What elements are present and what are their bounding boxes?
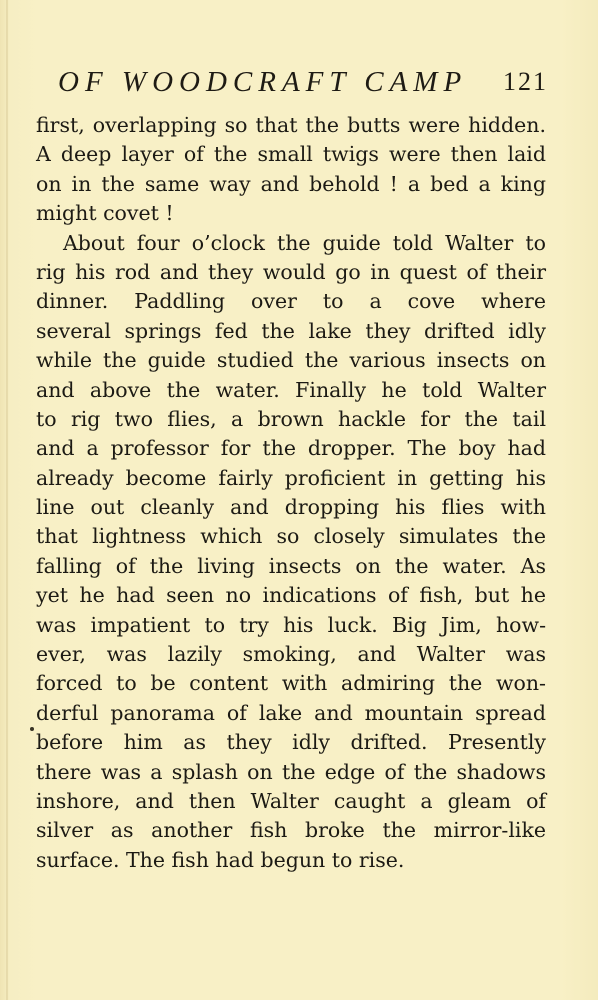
text-line: first, overlapping so that the butts were hidden. bbox=[36, 113, 546, 137]
text-line: was impatient to try his luck. Big Jim, how- bbox=[36, 612, 546, 637]
page-number: 121 bbox=[503, 67, 548, 96]
text-line: to rig two flies, a brown hackle for the tail bbox=[36, 406, 546, 431]
margin-ink-dot bbox=[30, 727, 34, 731]
text-line: forced to be content with admiring the won- bbox=[36, 671, 546, 696]
text-line: inshore, and then Walter caught a gleam of bbox=[36, 788, 546, 813]
page-gutter-shadow bbox=[6, 0, 8, 1000]
body-text bbox=[36, 111, 546, 875]
text-line: About four o’clock the guide told Walter to bbox=[63, 230, 546, 255]
text-line: A deep layer of the small twigs were then laid bbox=[36, 142, 546, 167]
text-line: might covet ! bbox=[36, 201, 174, 226]
text-line: rig his rod and they would go in quest of their bbox=[36, 259, 546, 284]
text-line: that lightness which so closely simulates the bbox=[36, 524, 546, 549]
text-line: silver as another fish broke the mirror-like bbox=[36, 818, 546, 843]
text-line: before him as they idly drifted. Presently bbox=[36, 730, 546, 755]
running-title: OF WOODCRAFT CAMP bbox=[58, 66, 468, 98]
text-line: line out cleanly and dropping his flies with bbox=[36, 495, 546, 520]
text-line: several springs fed the lake they drifted idly bbox=[36, 318, 546, 343]
text-line: while the guide studied the various insects on bbox=[36, 348, 546, 373]
text-line: derful panorama of lake and mountain spread bbox=[36, 700, 546, 725]
text-line: dinner. Paddling over to a cove where bbox=[36, 289, 546, 314]
page-header bbox=[58, 62, 548, 102]
text-line: surface. The fish had begun to rise. bbox=[36, 847, 405, 872]
text-line: ever, was lazily smoking, and Walter was bbox=[36, 642, 546, 667]
text-line: and a professor for the dropper. The boy had bbox=[36, 436, 546, 461]
text-line: yet he had seen no indications of fish, but he bbox=[36, 583, 546, 608]
text-line: falling of the living insects on the water. As bbox=[36, 553, 546, 578]
text-line: already become fairly proficient in getting his bbox=[36, 465, 546, 490]
text-line: and above the water. Finally he told Walter bbox=[36, 377, 546, 402]
text-line: there was a splash on the edge of the shadows bbox=[36, 759, 546, 784]
text-line: on in the same way and behold ! a bed a king bbox=[36, 171, 546, 196]
